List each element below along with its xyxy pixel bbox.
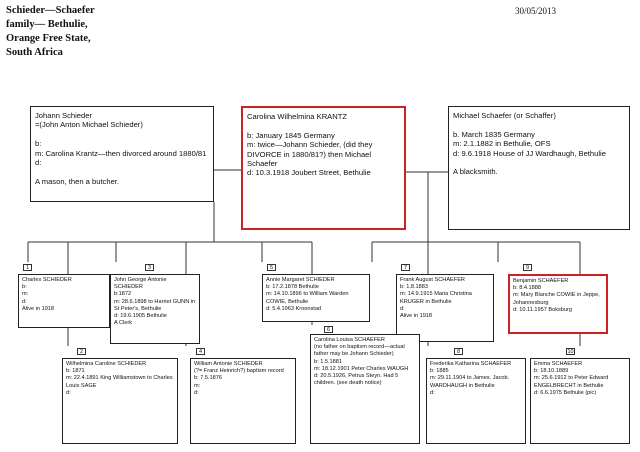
child-number: 5: [267, 264, 276, 271]
parent-box-michael-schaefer: [448, 106, 630, 230]
child-box-4: [190, 358, 296, 444]
child-number: 2: [77, 348, 86, 355]
person-details: Carolina Louisa SCHAEFER (no father on baptism record—actual father may be Johann Schieder) b: 1.5.1881 m: 18.12.1901 Peter Charles WAUGH d: 20.5.1926, Petrus Steyn. Had 5 children. (see death notice): [314, 337, 409, 387]
person-details: Johann Schieder =(John Anton Michael Schieder) b: m: Carolina Krantz—then divorced around 1880/81 d: A mason, then a butcher.: [35, 111, 207, 186]
child-box-9: [508, 274, 608, 334]
title-line: Orange Free State,: [6, 33, 91, 44]
child-number: 6: [324, 326, 333, 333]
person-details: Michael Schaefer (or Schaffer) b. March 1835 Germany m: 2.1.1882 in Bethulie, OFS d: 9.6.1918 House of JJ Wardhaugh, Bethulie A blacksmith.: [453, 111, 606, 177]
parent-box-carolina-krantz: [241, 106, 406, 230]
child-box-7: [396, 274, 494, 342]
person-details: Benjamin SCHAEFER b: 8.4.1888 m: Mary Blanche COWIE in Jeppe, Johannesburg d: 10.11.1957 Boksburg: [513, 278, 600, 313]
title-line: family— Bethulie,: [6, 19, 88, 30]
child-box-10: [530, 358, 630, 444]
child-box-2: [62, 358, 178, 444]
person-details: Charles SCHIEDER b: m: d: Alive in 1918: [22, 277, 72, 312]
title-line: South Africa: [6, 47, 63, 58]
child-number: 9: [523, 264, 532, 271]
person-details: Frederika Katharina SCHAEFER b: 1885 m: 29.11.1904 to James. Jacob. WARDHAUGH in Bethulie d:: [430, 361, 512, 396]
child-number: 7: [401, 264, 410, 271]
person-details: Annie Margaret SCHIEDER b: 17.2.1878 Bethulie m: 14.10.1896 to William Warden COWIE, Bethulie d: 5.4.1963 Kroonstad: [266, 277, 349, 312]
child-number: 10: [567, 349, 574, 355]
child-box-1: [18, 274, 110, 328]
child-box-8: [426, 358, 526, 444]
child-number: 8: [454, 348, 463, 355]
person-details: Wilhelmina Caroline SCHIEDER b: 1871 m: 22.4.1891 King Williamstown to Charles Louis SAGE d:: [66, 361, 173, 396]
person-details: John George Antonie SCHIEDER b:1872 m: 28.6.1898 to Harriet GUNN in St Peter's, Bethulie d: 19.6.1905 Bethulie A Clerk: [114, 277, 196, 327]
child-box-6: [310, 334, 420, 444]
person-details: Frank August SCHAEFER b: 1.8.1883 m: 14.9.1915 Maria Christina KRUGER in Bethulie d: Alive in 1918: [400, 277, 472, 320]
person-details: Carolina Wilhelmina KRANTZ b: January 1845 Germany m: twice—Johann Schieder, (did they DIVORCE in 1880/81?) then Michael Schaefer d: 10.3.1918 Joubert Street, Bethulie: [247, 112, 373, 178]
child-number: 3: [145, 264, 154, 271]
person-details: Emma SCHAEFER b: 18.10.1889 m: 25.6.1912 to Peter Edward ENGELBRECHT in Bethulie d: 6.6.1975 Bethulie (pic): [534, 361, 609, 396]
child-box-5: [262, 274, 370, 322]
child-number: 4: [196, 348, 205, 355]
document-date: 30/05/2013: [514, 6, 556, 16]
parent-box-johann-schieder: [30, 106, 214, 202]
child-number: 1: [23, 264, 32, 271]
child-box-3: [110, 274, 200, 344]
person-details: William Antonie SCHIEDER (?= Franz Heinrich?) baptism record b: 7.5.1876 m: d:: [194, 361, 284, 396]
title-line: Schieder—Schaefer: [6, 5, 95, 16]
